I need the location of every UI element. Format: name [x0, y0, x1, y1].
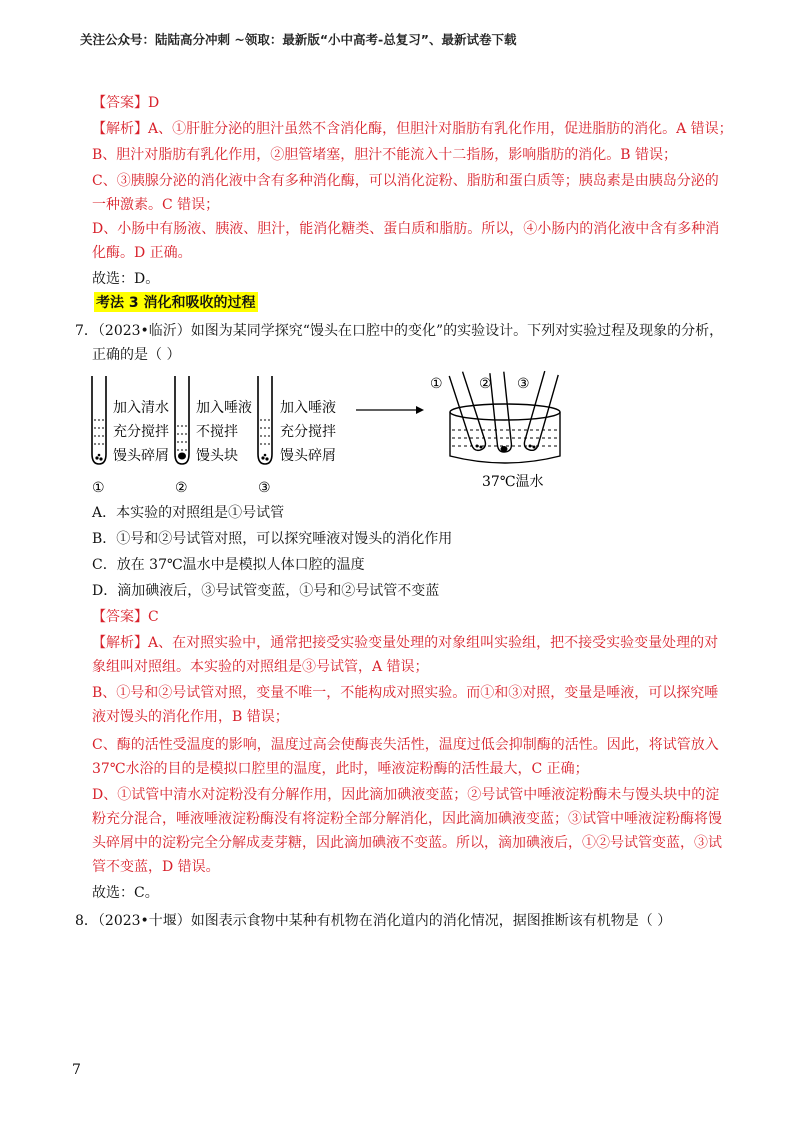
q7-analysis-line: 管不变蓝，D 错误。 — [92, 859, 220, 875]
q7-option-c: C．放在 37℃温水中是模拟人体口腔的温度 — [92, 557, 365, 573]
q7-option-a: A．本实验的对照组是①号试管 — [92, 505, 285, 521]
q7-stem-continued: 正确的是（ ） — [92, 347, 181, 363]
q6-analysis-line: D、小肠中有肠液、胰液、胆汁，能消化糖类、蛋白质和脂肪。所以，④小肠内的消化液中含有多种消 — [92, 221, 720, 237]
q7-analysis-line: C、酶的活性受温度的影响，温度过高会使酶丧失活性，温度过低会抑制酶的活性。因此，将试管放入 — [92, 737, 719, 753]
tube2-step: 不搅拌 — [196, 424, 238, 440]
tube1-step: 充分搅拌 — [113, 424, 169, 440]
tube3-label: ③ — [258, 480, 271, 496]
bath-tube-label: ② — [479, 376, 492, 392]
q7-stem: 7．（2023•临沂）如图为某同学探究“馒头在口腔中的变化”的实验设计。下列对实验过程及现象的分析， — [75, 323, 724, 339]
q7-conclusion: 故选：C。 — [92, 885, 159, 901]
tube3-step: 馒头碎屑 — [280, 448, 336, 464]
q7-option-d: D．滴加碘液后，③号试管变蓝，①号和②号试管不变蓝 — [92, 583, 440, 599]
q7-answer: 【答案】C — [92, 609, 159, 625]
q7-analysis-line: 粉充分混合，唾液唾液淀粉酶没有将淀粉全部分解消化，因此滴加碘液变蓝；③试管中唾液淀粉酶将馒 — [92, 811, 722, 827]
q8-stem: 8．（2023•十堰）如图表示食物中某种有机物在消化道内的消化情况，据图推断该有机物是（ ） — [75, 913, 672, 929]
topic-heading: 考法 3 消化和吸收的过程 — [94, 292, 258, 312]
bath-tube-label: ③ — [517, 376, 530, 392]
tube1-step: 馒头碎屑 — [113, 448, 169, 464]
q7-analysis-line: 37℃水浴的目的是模拟口腔里的温度，此时，唾液淀粉酶的活性最大，C 正确； — [92, 761, 589, 777]
q6-analysis-line: B、胆汁对脂肪有乳化作用，②胆管堵塞，胆汁不能流入十二指肠，影响脂肪的消化。B 错误； — [92, 147, 678, 163]
q7-analysis-line: 象组叫对照组。本实验的对照组是③号试管，A 错误； — [92, 659, 429, 675]
q6-analysis-line: 一种激素。C 错误； — [92, 197, 220, 213]
page-number: 7 — [72, 1062, 81, 1078]
q7-experiment-figure — [80, 368, 600, 504]
tube1-label: ① — [92, 480, 105, 496]
q7-analysis-line: D、①试管中清水对淀粉没有分解作用，因此滴加碘液变蓝；②号试管中唾液淀粉酶未与馒头块中的淀 — [92, 787, 720, 803]
q6-analysis-line: 化酶。D 正确。 — [92, 245, 192, 261]
tube3-step: 充分搅拌 — [280, 424, 336, 440]
bath-tube-label: ① — [430, 376, 443, 392]
arrow-icon — [356, 406, 424, 414]
q7-option-b: B．①号和②号试管对照，可以探究唾液对馒头的消化作用 — [92, 531, 453, 547]
q7-analysis-line: 【解析】A、在对照实验中，通常把接受实验变量处理的对象组叫实验组，把不接受实验变量处理的对 — [92, 635, 719, 651]
q6-analysis-line: 【解析】A、①肝脏分泌的胆汁虽然不含消化酶，但胆汁对脂肪有乳化作用，促进脂肪的消化。A 错误； — [92, 121, 733, 137]
q6-conclusion: 故选：D。 — [92, 271, 160, 287]
q6-answer: 【答案】D — [92, 95, 160, 111]
tube1-step: 加入清水 — [113, 400, 169, 416]
water-bath — [450, 404, 560, 463]
q7-analysis-line: B、①号和②号试管对照，变量不唯一，不能构成对照实验。而①和③对照，变量是唾液，可以探究唾 — [92, 685, 719, 701]
tube3-step: 加入唾液 — [280, 400, 336, 416]
bath-caption: 37℃温水 — [482, 474, 544, 490]
q6-analysis-line: C、③胰腺分泌的消化液中含有多种消化酶，可以消化淀粉、脂肪和蛋白质等；胰岛素是由胰岛分泌的 — [92, 173, 719, 189]
tube2-step: 加入唾液 — [196, 400, 252, 416]
test-tube-2 — [175, 376, 189, 464]
tube2-step: 馒头块 — [196, 448, 238, 464]
q7-analysis-line: 头碎屑中的淀粉完全分解成麦芽糖，因此滴加碘液不变蓝。所以，滴加碘液后，①②号试管变蓝，③试 — [92, 835, 722, 851]
tube2-label: ② — [175, 480, 188, 496]
q7-analysis-line: 液对馒头的消化作用，B 错误； — [92, 709, 289, 725]
page-header: 关注公众号：陆陆高分冲刺 ~领取：最新版“小中高考-总复习”、最新试卷下载 — [80, 32, 517, 47]
